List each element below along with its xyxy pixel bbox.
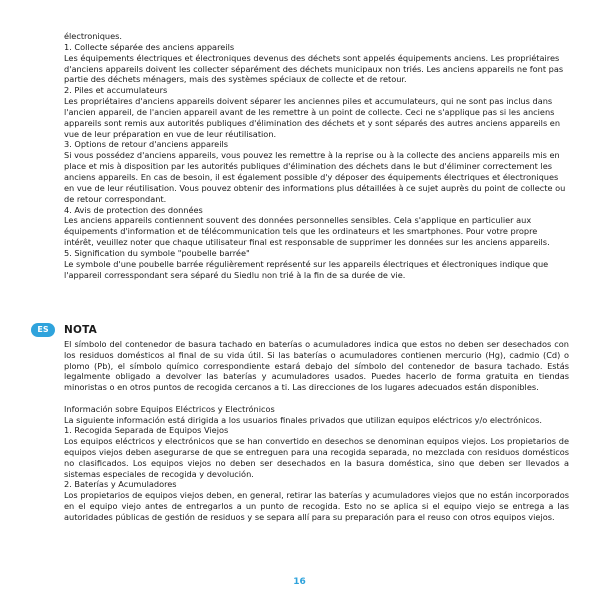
french-section bbox=[64, 31, 569, 280]
fr-heading: 3. Options de retour d'anciens appareils bbox=[64, 139, 229, 150]
fr-heading: 5. Signification du symbole "poubelle barrée" bbox=[64, 247, 250, 258]
es-heading: 2. Baterías y Acumuladores bbox=[64, 479, 177, 490]
es-text: Los equipos eléctricos y electrónicos que se han convertido en desechos se denominan equipos viejos. Los propietarios de equipos viejos deben asegurarse de que se entreguen para una recogida separada, no mezclada con residuos domésticos no clasificados. Los equipos viejos no deben ser desechados en la basura doméstica, sino que deben ser llevados a sistemas especiales de recogida y devolución. bbox=[64, 436, 569, 479]
fr-heading: 2. Piles et accumulateurs bbox=[64, 85, 168, 96]
language-badge-es: ES bbox=[31, 323, 55, 337]
es-heading: 1. Recogida Separada de Equipos Viejos bbox=[64, 425, 229, 436]
spanish-section bbox=[64, 339, 569, 523]
fr-text: électroniques. bbox=[64, 31, 123, 41]
fr-text: Si vous possédez d'anciens appareils, vous pouvez les remettre à la reprise ou à la collecte des anciens appareils mis en place et mis à disposition par les autorités publiques d'élimination des déchets dans le but d'éliminer correctement les anciens appareils. En cas de besoin, il est également possible d'y déposer des équipements électriques et électroniques en vue de leur réutilisation. Vous pouvez obtenir des informations plus détaillées à ce sujet auprès du point de collecte ou de retour correspondant. bbox=[64, 150, 566, 204]
fr-heading: 1. Collecte séparée des anciens appareils bbox=[64, 41, 235, 52]
es-text: La siguiente información está dirigida a los usuarios finales privados que utilizan equipos eléctricos y/o electrónicos. bbox=[64, 414, 542, 425]
section-title: NOTA bbox=[64, 324, 97, 336]
es-text: Los propietarios de equipos viejos deben, en general, retirar las baterías y acumuladores viejos que no están incorporados en el equipo viejo antes de entregarlos a un punto de recogida. Esto no se aplica si el equipo viejo se entrega a las autoridades públicas de gestión de residuos y se separa allí para su preparación para el reuso con otros equipos viejos. bbox=[64, 490, 569, 522]
fr-text: Les anciens appareils contiennent souvent des données personnelles sensibles. Cela s'applique en particulier aux équipements d'information et de télécommunication tels que les ordinateurs et les smartphones. Pour votre propre intérêt, veuillez noter que chaque utilisateur final est responsable de supprimer les données sur les anciens appareils. bbox=[64, 215, 550, 248]
fr-heading: 4. Avis de protection des données bbox=[64, 204, 203, 215]
es-intro: El símbolo del contenedor de basura tachado en baterías o acumuladores indica que estos no deben ser desechados con los residuos domésticos al final de su vida útil. Si las baterías o acumuladores contienen mercurio (Hg), cadmio (Cd) o plomo (Pb), el símbolo químico correspondiente estará debajo del símbolo del contenedor de basura tachado. Estás legalmente obligado a devolver las baterías y acumuladores usados. Puedes hacerlo de forma gratuita en tiendas minoristas o en otros puntos de recogida cercanos a ti. Las direcciones de los lugares adecuados están disponibles. bbox=[64, 339, 569, 393]
paragraph-gap bbox=[64, 393, 569, 404]
page-number: 16 bbox=[293, 577, 306, 587]
fr-text: Les équipements électriques et électroniques devenus des déchets sont appelés équipements anciens. Les propriétaires d'anciens appareils doivent les collecter séparément des déchets municipaux non triés. Les anciens appareils ne font pas partie des déchets ménagers, mais des systèmes spéciaux de collecte et de retour. bbox=[64, 52, 564, 85]
fr-text: Le symbole d'une poubelle barrée régulièrement représenté sur les appareils électriques et électroniques indique que l'appareil corresspondant sera séparé du Siedlu non trié à la fin de sa durée de vie. bbox=[64, 258, 549, 280]
es-heading: Información sobre Equipos Eléctricos y Electrónicos bbox=[64, 403, 275, 414]
fr-text: Les propriétaires d'anciens appareils doivent séparer les anciennes piles et accumulateurs, qui ne sont pas inclus dans l'ancien appareil, de l'ancien appareil avant de les remettre à un point de collecte. Ceci ne s'applique pas si les anciens appareils sont remis aux autorités publiques d'élimination des déchets et y sont séparés des autres anciens appareils en vue de leur préparation en vue de leur réutilisation. bbox=[64, 96, 561, 139]
